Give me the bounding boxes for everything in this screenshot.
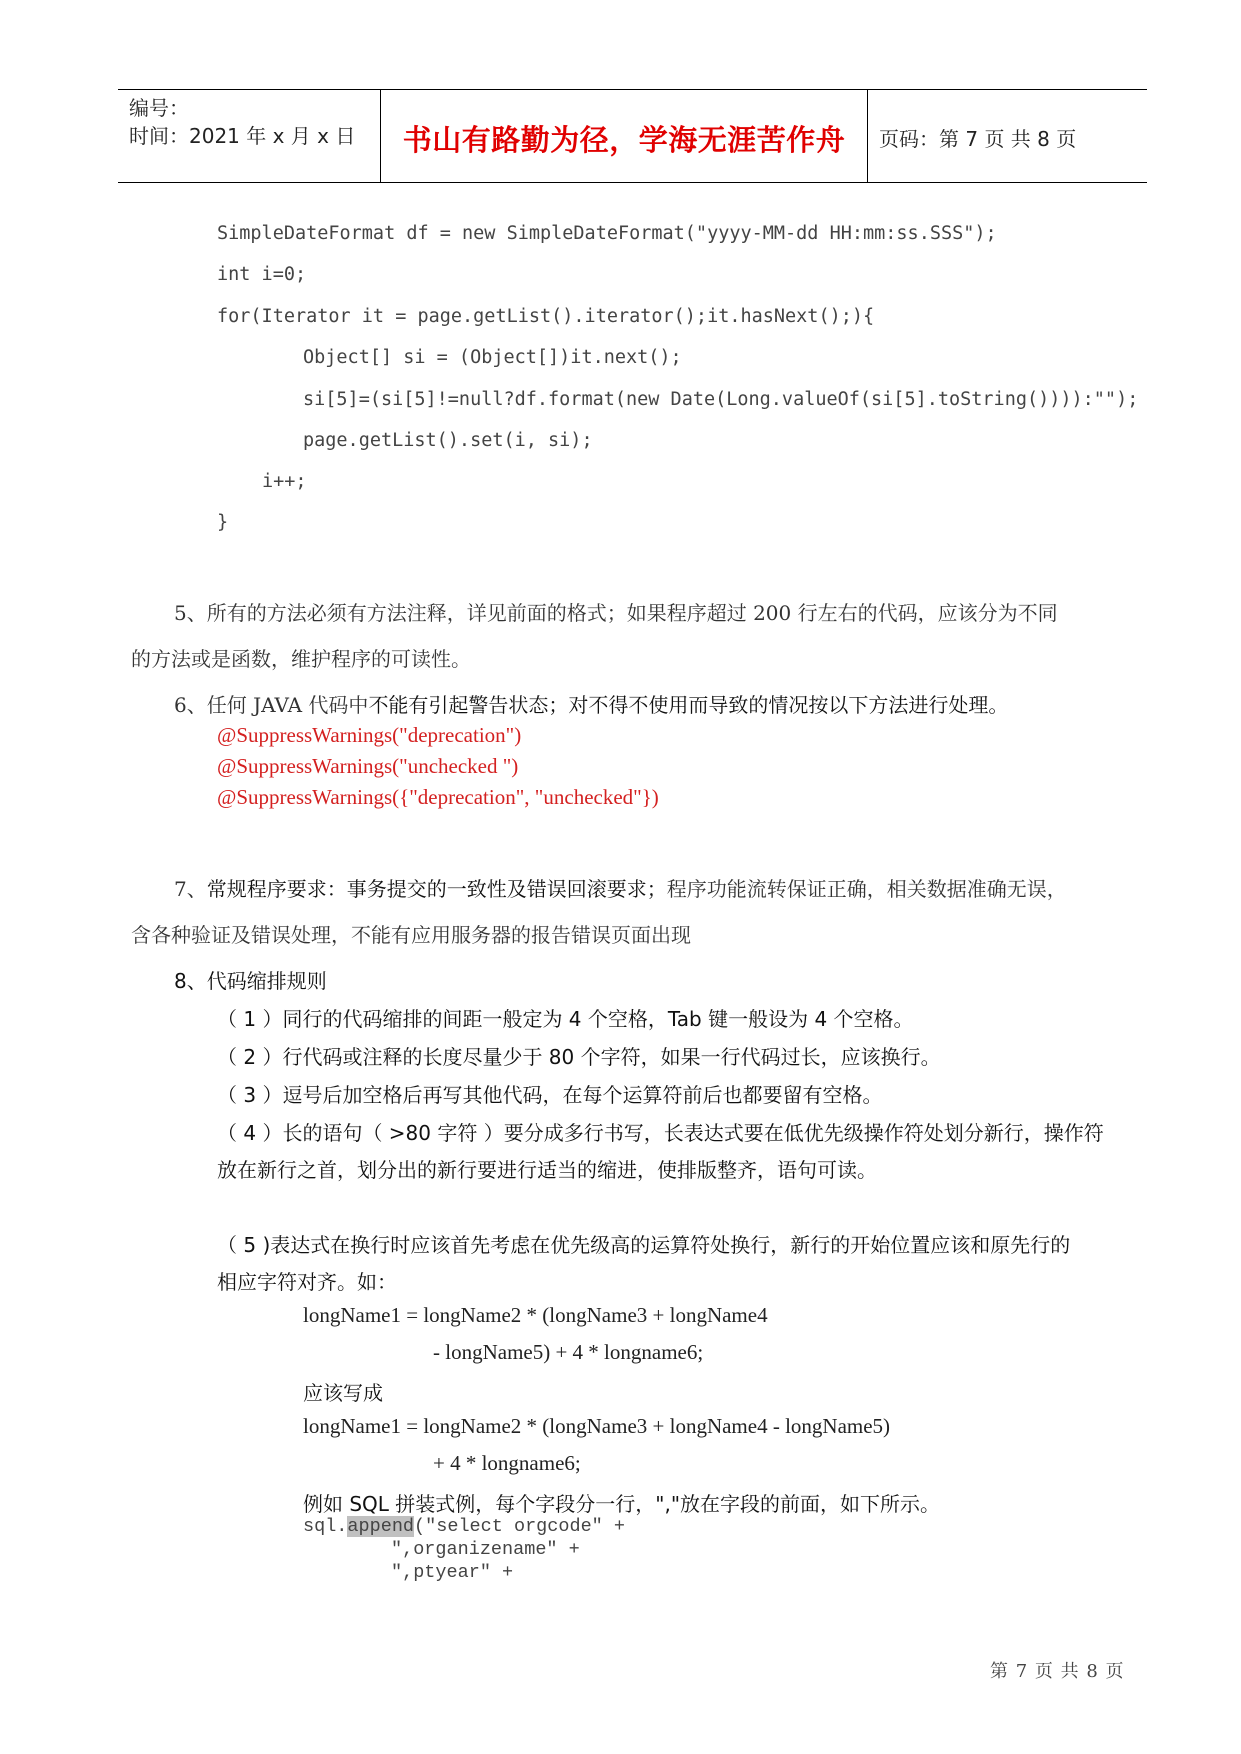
rule-4-line2: 放在新行之首，划分出的新行要进行适当的缩进，使排版整齐，语句可读。 [217, 1158, 877, 1182]
code-line: Object[] si = (Object[])it.next(); [303, 347, 682, 368]
document-number-label: 编号： [129, 96, 189, 120]
example2-line1: longName1 = longName2 * (longName3 + longName4 - longName5) [303, 1414, 891, 1438]
example1-line2: - longName5) + 4 * longname6; [433, 1340, 704, 1364]
rule-2: （ 2 ）行代码或注释的长度尽量少于 80 个字符，如果一行代码过长，应该换行。 [217, 1045, 941, 1069]
item7-line2: 含各种验证及错误处理，不能有应用服务器的报告错误页面出现 [131, 923, 691, 947]
header-left-cell [129, 90, 381, 182]
code-line: SimpleDateFormat df = new SimpleDateFormat("yyyy-MM-dd HH:mm:ss.SSS"); [217, 223, 997, 244]
item5-line1: 5、所有的方法必须有方法注释，详见前面的格式；如果程序超过 200 行左右的代码，应该分为不同 [174, 601, 1058, 625]
code-line: i++; [262, 471, 307, 492]
item7-bold-part: 常规程序要求：事务提交的一致性及错误回滚要求； [206, 877, 667, 901]
code-line: } [217, 512, 229, 533]
sql-prefix: sql. [303, 1516, 348, 1537]
page-footer: 第 7 页 共 8 页 [990, 1661, 1125, 1682]
rule-1: （ 1 ）同行的代码缩排的间距一般定为 4 个空格，Tab 键一般设为 4 个空格。 [217, 1007, 914, 1031]
example1-line1: longName1 = longName2 * (longName3 + longName4 [303, 1303, 768, 1327]
sql-code-line3: ",ptyear" + [391, 1562, 514, 1583]
annotation-deprecation: @SuppressWarnings("deprecation") [217, 723, 522, 747]
item5-line2: 的方法或是函数，维护程序的可读性。 [131, 647, 471, 671]
code-line: page.getList().set(i, si); [303, 430, 593, 451]
header-motto: 书山有路勤为径，学海无涯苦作舟 [402, 123, 846, 157]
code-line: int i=0; [217, 264, 307, 285]
sql-code-line1 [303, 1516, 625, 1537]
item8-title: 8、代码缩排规则 [174, 969, 327, 993]
header-right-cell [867, 90, 1147, 182]
annotation-both: @SuppressWarnings({"deprecation", "unchecked"}) [217, 785, 659, 809]
code-line: for(Iterator it = page.getList().iterator();it.hasNext();){ [217, 306, 875, 327]
sql-note: 例如 SQL 拼装式例，每个字段分一行，","放在字段的前面，如下所示。 [303, 1492, 941, 1516]
example2-line2: + 4 * longname6; [433, 1451, 581, 1475]
sql-rest: ("select orgcode" + [414, 1516, 625, 1537]
item6-rest: 不能有引起警告状态；对不得不使用而导致的情况按以下方法进行处理。 [368, 693, 1009, 717]
item6-prefix: 6、任何 JAVA 代码中 [174, 693, 369, 717]
rule-5-line1: （ 5 )表达式在换行时应该首先考虑在优先级高的运算符处换行，新行的开始位置应该和原先行的 [217, 1233, 1071, 1257]
should-write-label: 应该写成 [303, 1381, 383, 1405]
sql-append-highlight: append [347, 1516, 415, 1537]
document-time-label: 时间：2021 年 x 月 x 日 [129, 124, 356, 148]
item7-rest: 程序功能流转保证正确，相关数据准确无误， [666, 877, 1067, 901]
page-header [118, 89, 1147, 183]
item6-text [174, 689, 1008, 718]
rule-3: （ 3 ）逗号后加空格后再写其他代码，在每个运算符前后也都要留有空格。 [217, 1083, 883, 1107]
sql-code-line2: ",organizename" + [391, 1539, 580, 1560]
header-middle-cell [380, 90, 868, 182]
rule-4-line1: （ 4 ）长的语句（ >80 字符 ）要分成多行书写，长表达式要在低优先级操作符处划分新行，操作符 [217, 1121, 1104, 1145]
item7-line1 [174, 873, 1067, 902]
rule-5-line2: 相应字符对齐。如： [217, 1270, 397, 1294]
code-line: si[5]=(si[5]!=null?df.format(new Date(Long.valueOf(si[5].toString()))):""); [303, 389, 1139, 410]
item7-prefix: 7、 [174, 877, 207, 901]
annotation-unchecked: @SuppressWarnings("unchecked ") [217, 754, 519, 778]
header-page-info: 页码：第 7 页 共 8 页 [879, 127, 1077, 151]
